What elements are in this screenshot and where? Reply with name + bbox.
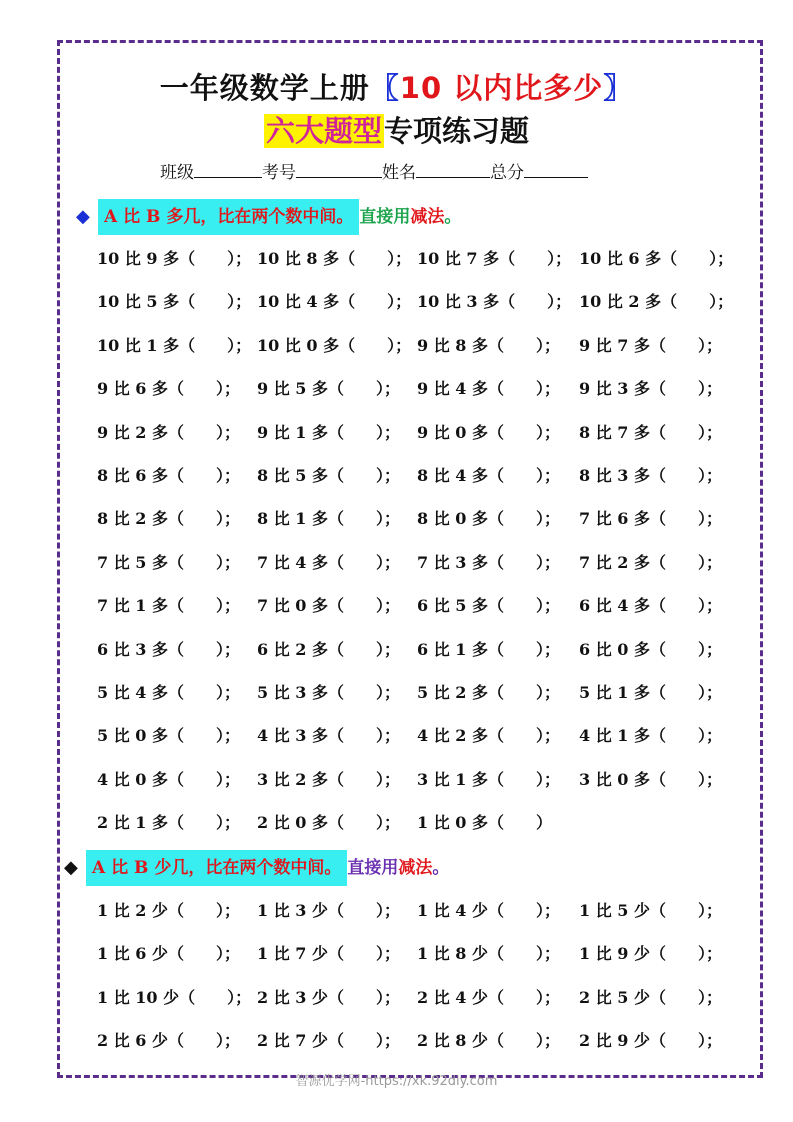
exercise-row <box>97 810 737 834</box>
exercise-item[interactable]: 9 比 5 多（ ）； <box>257 379 400 399</box>
exercise-item[interactable]: 3 比 1 多（ ）； <box>417 769 560 789</box>
exercise-item[interactable]: 3 比 2 多（ ）； <box>257 769 400 789</box>
exercise-item[interactable]: 2 比 6 少（ ）； <box>97 1031 240 1051</box>
exercise-item[interactable]: 5 比 4 多（ ）； <box>97 683 240 702</box>
name-label: 姓名 <box>382 163 416 183</box>
exercise-item[interactable]: 3 比 0 多（ ）； <box>579 769 722 789</box>
exercise-item[interactable]: 1 比 8 少（ ）； <box>417 944 560 964</box>
exercise-item[interactable]: 5 比 0 多（ ）； <box>97 726 240 746</box>
exercise-row <box>97 985 737 1009</box>
title-topic: 10 以内比多少 <box>399 71 604 105</box>
exercise-row <box>97 420 737 444</box>
exercise-row <box>97 898 737 922</box>
class-blank[interactable] <box>194 161 262 178</box>
exercise-item[interactable]: 2 比 0 多（ ）； <box>257 813 400 833</box>
exercise-row <box>97 289 737 313</box>
diamond-icon: ◆ <box>76 206 90 227</box>
exercise-item[interactable]: 7 比 5 多（ ）； <box>97 552 240 572</box>
exercise-item[interactable]: 5 比 2 多（ ）； <box>417 683 560 702</box>
exercise-row <box>97 506 737 530</box>
exercise-item[interactable]: 2 比 8 少（ ）； <box>417 1031 560 1051</box>
exercise-item[interactable]: 6 比 5 多（ ）； <box>417 596 560 616</box>
exercise-item[interactable]: 2 比 4 少（ ）； <box>417 987 560 1007</box>
exercise-item[interactable]: 7 比 4 多（ ）； <box>257 552 400 572</box>
subtitle-rest: 专项练习题 <box>384 114 530 148</box>
exercise-item[interactable]: 1 比 6 少（ ）； <box>97 944 240 964</box>
exercise-item[interactable]: 1 比 5 少（ ）； <box>579 901 722 920</box>
exercise-item[interactable]: 2 比 3 少（ ）； <box>257 987 400 1007</box>
exercise-item[interactable]: 8 比 4 多（ ）； <box>417 466 560 485</box>
exercise-item[interactable]: 4 比 0 多（ ）； <box>97 769 240 789</box>
exercise-item[interactable]: 9 比 7 多（ ）； <box>579 335 722 355</box>
exercise-row <box>97 550 737 574</box>
exercise-item[interactable]: 8 比 7 多（ ）； <box>579 422 722 442</box>
exercise-item[interactable]: 5 比 3 多（ ）； <box>257 683 400 702</box>
exercise-item[interactable]: 10 比 6 多（ ）； <box>579 249 734 268</box>
exercise-item[interactable]: 1 比 3 少（ ）； <box>257 901 400 920</box>
exercise-item[interactable]: 10 比 8 多（ ）； <box>257 249 412 268</box>
exercise-row <box>97 1028 737 1052</box>
section2-heading <box>64 853 449 878</box>
name-blank[interactable] <box>416 161 490 178</box>
exercise-item[interactable]: 8 比 3 多（ ）； <box>579 466 722 485</box>
exam-no-blank[interactable] <box>296 161 382 178</box>
worksheet-subtitle <box>0 109 793 150</box>
title-bracket-open: 〖 <box>369 71 400 105</box>
title-main: 一年级数学上册 <box>159 71 370 105</box>
exercise-item[interactable]: 1 比 9 少（ ）； <box>579 944 722 964</box>
exercise-item[interactable]: 9 比 8 多（ ）； <box>417 335 560 355</box>
section1-rule: A 比 B 多几，比在两个数中间。 <box>98 199 359 235</box>
exercise-item[interactable]: 10 比 9 多（ ）； <box>97 249 252 268</box>
section1-operation: 减法 <box>410 207 445 227</box>
exercise-row <box>97 463 737 487</box>
exercise-item[interactable]: 10 比 0 多（ ）； <box>257 335 412 355</box>
exercise-item[interactable]: 6 比 1 多（ ）； <box>417 639 560 659</box>
exercise-item[interactable]: 2 比 7 少（ ）； <box>257 1031 400 1051</box>
exercise-item[interactable]: 10 比 5 多（ ）； <box>97 292 252 312</box>
subtitle-highlight: 六大题型 <box>265 114 382 148</box>
exercise-item[interactable]: 9 比 4 多（ ）； <box>417 379 560 399</box>
exercise-item[interactable]: 1 比 7 少（ ）； <box>257 944 400 964</box>
exercise-item[interactable]: 10 比 7 多（ ）； <box>417 249 572 268</box>
exercise-row <box>97 246 737 270</box>
exercise-item[interactable]: 1 比 0 多（ ） <box>417 813 552 833</box>
exercise-item[interactable]: 8 比 5 多（ ）； <box>257 466 400 485</box>
footer-watermark: 智源优学网-https://xk.92diy.com <box>295 1074 498 1089</box>
exercise-row <box>97 941 737 965</box>
diamond-icon: ◆ <box>64 857 78 878</box>
exercise-item[interactable]: 6 比 0 多（ ）； <box>579 639 722 659</box>
exercise-item[interactable]: 4 比 3 多（ ）； <box>257 726 400 746</box>
exercise-item[interactable]: 8 比 2 多（ ）； <box>97 509 240 529</box>
section1-method: 直接用 <box>359 207 411 227</box>
exercise-item[interactable]: 2 比 5 少（ ）； <box>579 987 722 1007</box>
exercise-item[interactable]: 1 比 4 少（ ）； <box>417 901 560 920</box>
score-label: 总分 <box>490 163 524 183</box>
exercise-item[interactable]: 8 比 6 多（ ）； <box>97 466 240 485</box>
worksheet-title <box>0 66 793 107</box>
score-blank[interactable] <box>524 161 588 178</box>
exercise-item[interactable]: 4 比 2 多（ ）； <box>417 726 560 746</box>
exercise-item[interactable]: 6 比 4 多（ ）； <box>579 596 722 616</box>
exercise-item[interactable]: 6 比 2 多（ ）； <box>257 639 400 659</box>
exercise-item[interactable]: 8 比 1 多（ ）； <box>257 509 400 529</box>
title-bracket-close: 〗 <box>603 71 634 105</box>
exercise-item[interactable]: 10 比 3 多（ ）； <box>417 292 572 312</box>
exercise-item[interactable]: 8 比 0 多（ ）； <box>417 509 560 529</box>
section2-operation: 减法 <box>398 858 433 878</box>
exercise-item[interactable]: 2 比 1 多（ ）； <box>97 813 240 833</box>
exercise-item[interactable]: 10 比 2 多（ ）； <box>579 292 734 312</box>
exercise-item[interactable]: 9 比 2 多（ ）； <box>97 422 240 442</box>
exercise-item[interactable]: 5 比 1 多（ ）； <box>579 683 722 702</box>
exercise-item[interactable]: 7 比 3 多（ ）； <box>417 552 560 572</box>
class-label: 班级 <box>160 163 194 183</box>
exercise-item[interactable]: 6 比 3 多（ ）； <box>97 639 240 659</box>
exercise-row <box>97 637 737 661</box>
exam-no-label: 考号 <box>262 163 296 183</box>
exercise-item[interactable]: 9 比 3 多（ ）； <box>579 379 722 399</box>
exercise-row <box>97 680 737 704</box>
exercise-row <box>97 376 737 400</box>
exercise-item[interactable]: 10 比 1 多（ ）； <box>97 335 252 355</box>
exercise-item[interactable]: 2 比 9 少（ ）； <box>579 1031 722 1051</box>
exercise-row <box>97 333 737 357</box>
section1-period: 。 <box>444 207 462 227</box>
exercise-item[interactable]: 1 比 10 少（ ）； <box>97 987 252 1007</box>
exercise-item[interactable]: 7 比 6 多（ ）； <box>579 509 722 529</box>
exercise-item[interactable]: 7 比 2 多（ ）； <box>579 552 722 572</box>
exercise-item[interactable]: 7 比 0 多（ ）； <box>257 596 400 616</box>
exercise-row <box>97 593 737 617</box>
section2-rule: A 比 B 少几，比在两个数中间。 <box>86 850 347 886</box>
exercise-item[interactable]: 9 比 6 多（ ）； <box>97 379 240 399</box>
exercise-item[interactable]: 4 比 1 多（ ）； <box>579 726 722 746</box>
exercise-item[interactable]: 7 比 1 多（ ）； <box>97 596 240 616</box>
exercise-row <box>97 767 737 791</box>
section2-period: 。 <box>432 858 450 878</box>
section1-heading <box>76 202 461 227</box>
section2-method: 直接用 <box>347 858 399 878</box>
student-info-fields <box>160 158 588 183</box>
exercise-item[interactable]: 10 比 4 多（ ）； <box>257 292 412 312</box>
exercise-item[interactable]: 1 比 2 少（ ）； <box>97 901 240 920</box>
exercise-item[interactable]: 9 比 0 多（ ）； <box>417 422 560 442</box>
exercise-row <box>97 723 737 747</box>
exercise-item[interactable]: 9 比 1 多（ ）； <box>257 422 400 442</box>
